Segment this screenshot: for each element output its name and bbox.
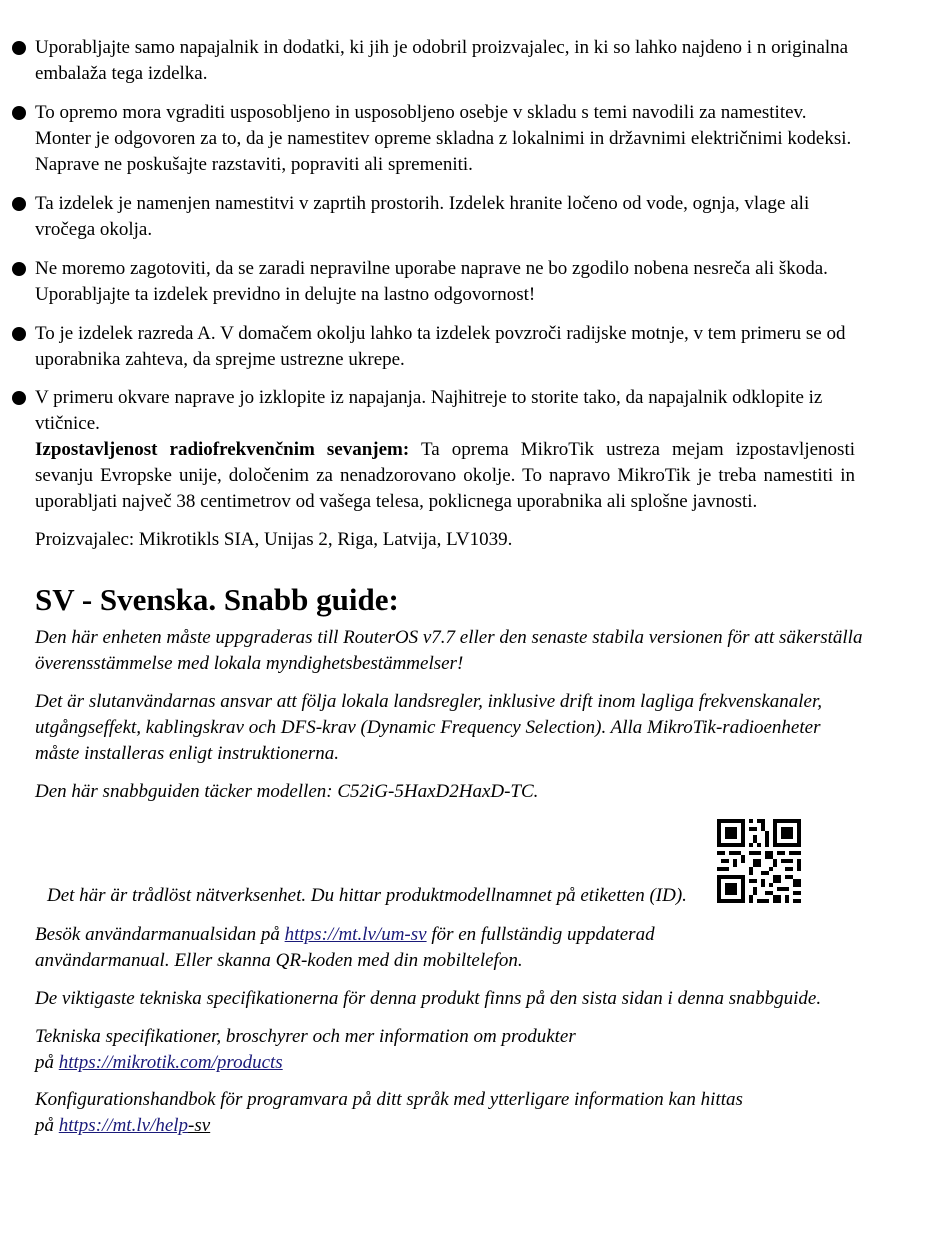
list-item: [0, 100, 855, 178]
rf-exposure-text: Ta oprema MikroTik ustreza mejam izpostavljenosti sevanju Evropske unije, določenim za nenadzorovano okolje. To napravo MikroTik je treba namestiti in uporabljati največ 38 centimetrov od vašega telesa, poklicnega uporabnika ali splošne javnosti.: [35, 439, 855, 512]
list-item: [0, 321, 855, 373]
manual-link[interactable]: https://mt.lv/um-sv: [284, 924, 427, 945]
products-paragraph: [35, 1024, 865, 1076]
bullet-dot-icon: [12, 327, 26, 341]
bullet-text: Ta izdelek je namenjen namestitvi v zaprtih prostorih. Izdelek hranite ločeno od vode, ognja, vlage ali vročega okolja.: [35, 193, 810, 240]
config-prefix: på: [35, 1115, 59, 1136]
bullet-dot-icon: [12, 41, 26, 55]
bullet-text: Ne moremo zagotoviti, da se zaradi nepravilne uporabe naprave ne bo zgodilo nobena nesreča ali škoda. Uporabljajte ta izdelek previdno in delujte na lastno odgovornost!: [35, 258, 828, 305]
model-info: Den här snabbguiden täcker modellen: C52iG-5HaxD2HaxD-TC.: [35, 781, 539, 802]
bullet-text: V primeru okvare naprave jo izklopite iz napajanja. Najhitreje to storite tako, da napajalnik odklopite iz vtičnice.: [35, 387, 823, 434]
products-text: Tekniska specifikationer, broschyrer och mer information om produkter: [35, 1026, 576, 1047]
user-manual-paragraph: [35, 922, 865, 974]
bullet-dot-icon: [12, 197, 26, 211]
manual-text: Besök användarmanualsidan på: [35, 924, 285, 945]
bullet-text: To je izdelek razreda A. V domačem okolju lahko ta izdelek povzroči radijske motnje, v tem primeru se od uporabnika zahteva, da sprejme ustrezne ukrepe.: [35, 323, 846, 370]
bullet-text: Uporabljajte samo napajalnik in dodatki, ki jih je odobril proizvajalec, in ki so lahko najdeno i n originalna embalaža tega izdelka.: [35, 37, 849, 84]
wireless-device-notice: Det här är trådlöst nätverksenhet. Du hittar produktmodellnamnet på etiketten (ID).: [47, 885, 687, 906]
list-item: [0, 256, 855, 308]
bullet-dot-icon: [12, 106, 26, 120]
config-text: Konfigurationshandbok för programvara på ditt språk med ytterligare information kan hittas: [35, 1089, 743, 1110]
specs-notice: De viktigaste tekniska specifikationerna för denna produkt finns på den sista sidan i denna snabbguide.: [35, 988, 822, 1009]
list-item: [0, 385, 855, 437]
manufacturer-info: Proizvajalec: Mikrotikls SIA, Unijas 2, Riga, Latvija, LV1039.: [35, 529, 513, 550]
help-link-suffix: -sv: [188, 1115, 211, 1136]
bullet-dot-icon: [12, 262, 26, 276]
config-manual-paragraph: [35, 1087, 865, 1139]
list-item: [0, 35, 855, 87]
products-link[interactable]: https://mikrotik.com/products: [58, 1052, 283, 1073]
upgrade-notice: Den här enheten måste uppgraderas till RouterOS v7.7 eller den senaste stabila versionen för att säkerställa överensstämmelse med lokala myndighetsbestämmelser!: [35, 627, 863, 674]
list-item: [0, 191, 855, 243]
rf-exposure-paragraph: [35, 437, 855, 515]
bullet-text: To opremo mora vgraditi usposobljeno in usposobljeno osebje v skladu s temi navodili za namestitev. Monter je odgovoren za to, da je namestitev opreme skladna z lokalnimi in državnimi električnimi kodeksi. Naprave ne poskušajte razstaviti, popraviti ali spremeniti.: [35, 102, 852, 175]
bullet-dot-icon: [12, 391, 26, 405]
manual-text-line2: användarmanual. Eller skanna QR-koden med din mobiltelefon.: [35, 950, 523, 971]
qr-code-icon: [717, 819, 801, 903]
help-link[interactable]: https://mt.lv/help: [58, 1115, 189, 1136]
section-heading: SV - Svenska. Snabb guide:: [35, 582, 399, 617]
products-prefix: på: [35, 1052, 59, 1073]
compliance-notice: Det är slutanvändarnas ansvar att följa lokala landsregler, inklusive drift inom lagliga frekvenskanaler, utgångseffekt, kablingskrav och DFS-krav (Dynamic Frequency Selection). Alla MikroTik-radioenheter måste installeras enligt instruktionerna.: [35, 691, 823, 764]
rf-exposure-label: Izpostavljenost radiofrekvenčnim sevanjem:: [35, 439, 410, 460]
manual-text-after: för en fullständig uppdaterad: [426, 924, 655, 945]
